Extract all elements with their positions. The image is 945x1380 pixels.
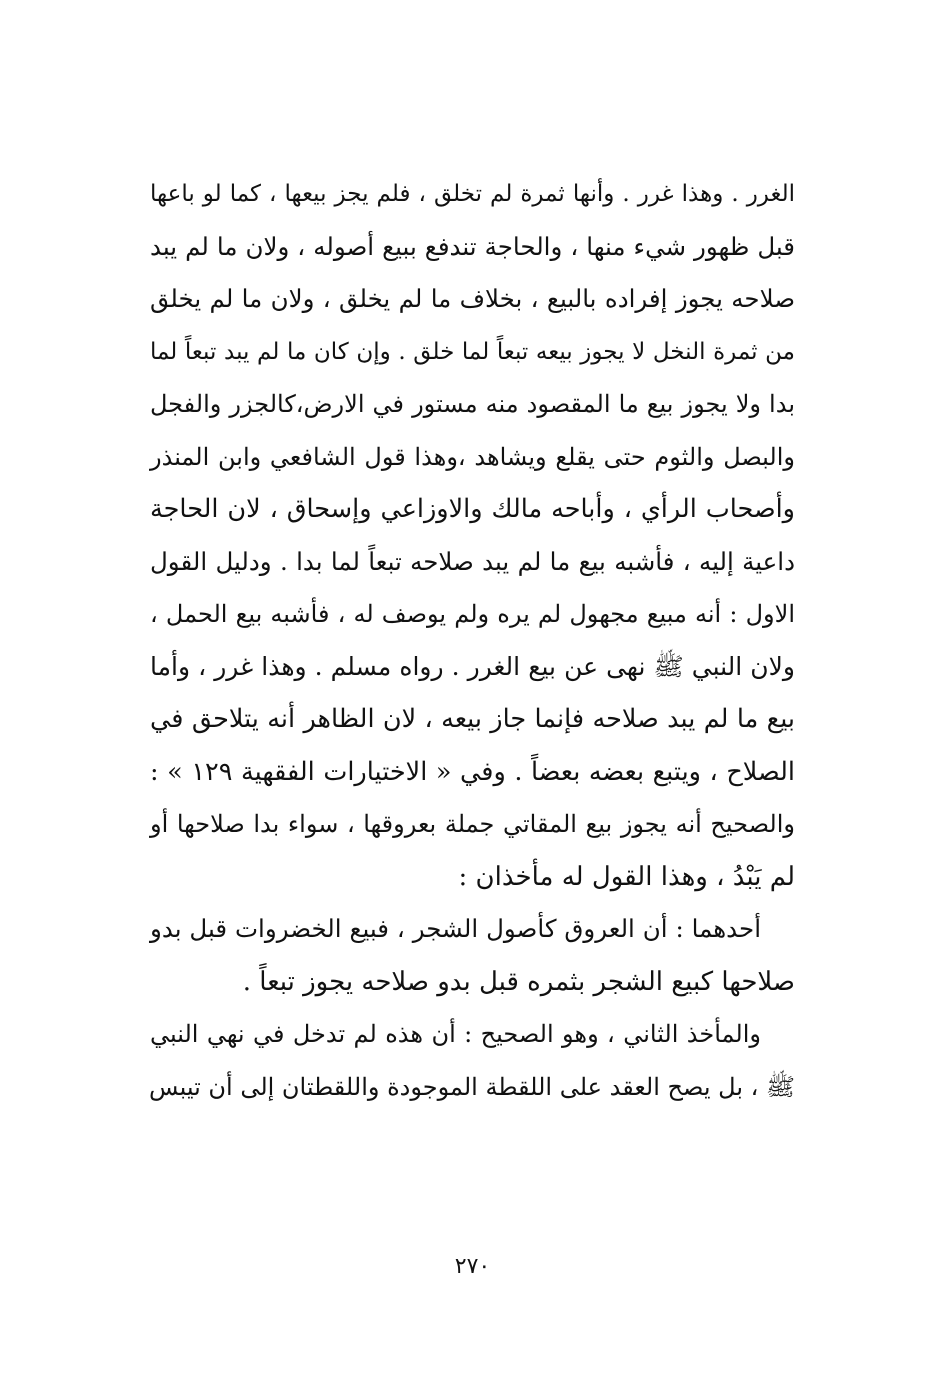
text-line: وأصحاب الرأي ، وأباحه مالك والاوزاعي وإسحاق ، لان الحاجة — [150, 494, 795, 524]
text-line: والصحيح أنه يجوز بيع المقاتي جملة بعروقها ، سواء بدا صلاحها أو — [150, 810, 795, 838]
text-line: صلاحه يجوز إفراده بالبيع ، بخلاف ما لم يخلق ، ولان ما لم يخلق — [150, 284, 795, 313]
text-line: والبصل والثوم حتى يقلع ويشاهد ،وهذا قول الشافعي وابن المنذر — [150, 442, 795, 471]
text-line: قبل ظهور شيء منها ، والحاجة تندفع ببيع أصوله ، ولان ما لم يبد — [150, 231, 795, 261]
text-line: بيع ما لم يبد صلاحه فإنما جاز بيعه ، لان الظاهر أنه يتلاحق في — [150, 704, 795, 734]
page-number: ٢٧٠ — [454, 1254, 491, 1279]
text-line: بدا ولا يجوز بيع ما المقصود منه مستور في الارض،كالجزر والفجل — [150, 390, 795, 418]
text-line: الصلاح ، ويتبع بعضه بعضاً . وفي « الاختيارات الفقهية ١٢٩ » : — [150, 756, 795, 787]
text-line: ولان النبي ﷺ نهى عن بيع الغرر . رواه مسلم . وهذا غرر ، وأما — [150, 651, 795, 681]
text-line: صلاحها كبيع الشجر بثمره قبل بدو صلاحه يجوز تبعاً . — [242, 966, 795, 997]
text-line: والمأخذ الثاني ، وهو الصحيح : أن هذه لم تدخل في نهي النبي — [150, 1020, 761, 1048]
text-line: ﷺ ، بل يصح العقد على اللقطة الموجودة واللقطتان إلى أن تيبس — [149, 1072, 795, 1101]
text-line: الغرر . وهذا غرر . وأنها ثمرة لم تخلق ، فلم يجز بيعها ، كما لو باعها — [150, 181, 795, 207]
text-line: الاول : أنه مبيع مجهول لم يره ولم يوصف له ، فأشبه بيع الحمل ، — [150, 600, 795, 628]
text-line: أحدهما : أن العروق كأصول الشجر ، فبيع الخضروات قبل بدو — [150, 914, 761, 943]
text-line: لم يَبْدُ ، وهذا القول له مأخذان : — [458, 861, 795, 892]
text-line: داعية إليه ، فأشبه بيع ما لم يبد صلاحه تبعاً لما بدا . ودليل القول — [150, 546, 795, 576]
body-text — [150, 168, 795, 1113]
text-line: من ثمرة النخل لا يجوز بيعه تبعاً لما خلق . وإن كان ما لم يبد تبعاً لما — [150, 338, 795, 365]
